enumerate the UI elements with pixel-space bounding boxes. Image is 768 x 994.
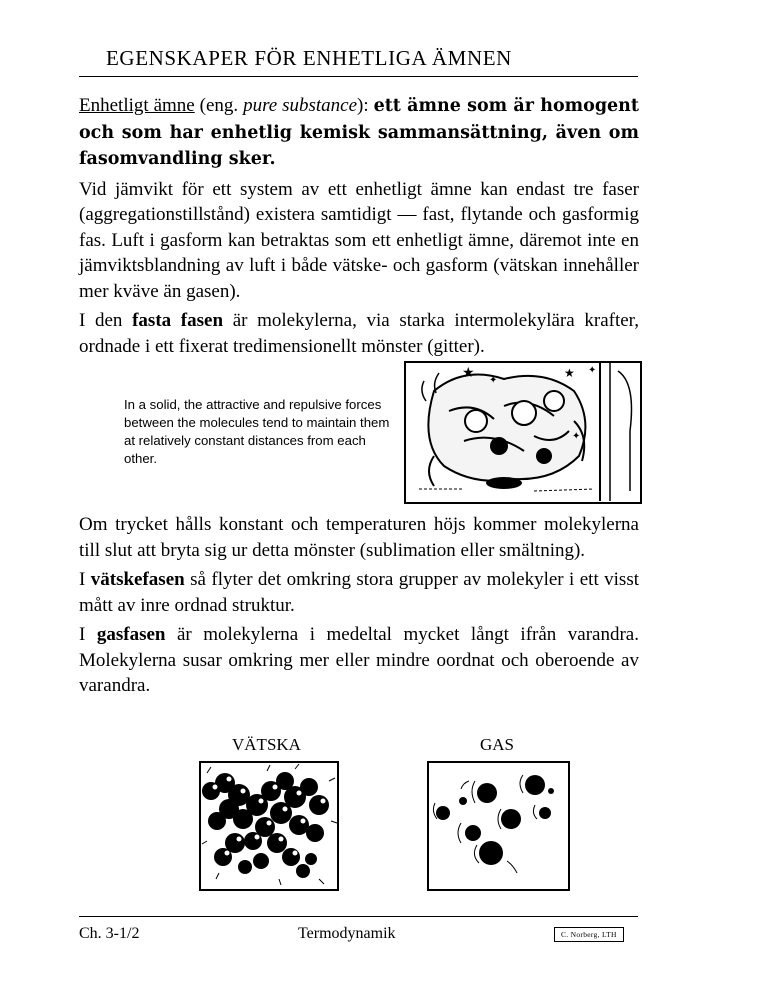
gas-label: GAS (480, 735, 515, 754)
paragraph-solid-phase (79, 308, 639, 359)
solid-cartoon-illustration (404, 361, 642, 504)
definition-paragraph (79, 93, 639, 173)
definition-paren-open: (eng. (194, 95, 244, 116)
footer-chapter: Ch. 3-1/2 (79, 925, 140, 942)
solid-phase-term: fasta fasen (132, 310, 224, 331)
p2-post: är molekylerna, via starka intermolekylära krafter, ordnade i ett fixerat tredimensionellt mönster (gitter). (79, 310, 639, 357)
paragraph-equilibrium: Vid jämvikt för ett system av ett enhetligt ämne kan endast tre faser (aggregationstillstånd) existera samtidigt — fast, flytande och gasformig fas. Luft i gasform kan betraktas som ett enhetligt ämne, däremot inte en jämviktsblandning av luft i både vätske- och gasform (vätskan innehåller mer kväve än gasen). (79, 178, 639, 302)
header-rule (79, 76, 638, 77)
english-term: pure substance (243, 95, 358, 116)
liquid-label: VÄTSKA (232, 735, 301, 754)
main-text-lower (79, 512, 639, 703)
gas-phase-diagram (427, 761, 570, 891)
defined-term: Enhetligt ämne (79, 95, 195, 116)
definition-text: ett ämne som är homogent och som har enhetlig kemisk sammansättning, även om fasomvandling sker. (79, 96, 639, 169)
paragraph-gas-phase (79, 622, 639, 699)
p5-post: är molekylerna i medeltal mycket långt ifrån varandra. Molekylerna susar omkring mer eller mindre oordnat och oberoende av varandra. (79, 624, 639, 696)
footer-rule (79, 916, 638, 917)
paragraph-liquid-phase (79, 567, 639, 618)
gas-phase-term: gasfasen (96, 624, 166, 645)
svg-text:✦: ✦ (588, 365, 597, 376)
footer-course: Termodynamik (298, 925, 396, 942)
p5-pre: I (79, 624, 97, 645)
solid-figure-caption: In a solid, the attractive and repulsive forces between the molecules tend to maintain them at relatively constant distances from each other. (124, 397, 390, 466)
liquid-phase-term: vätskefasen (90, 569, 185, 590)
svg-text:✦: ✦ (572, 431, 581, 442)
svg-text:★: ★ (462, 365, 475, 381)
p4-post: så flyter det omkring stora grupper av molekyler i ett visst mått av inre ordnad struktur. (79, 569, 639, 616)
p2-pre: I den (79, 310, 133, 331)
page-title: EGENSKAPER FÖR ENHETLIGA ÄMNEN (106, 46, 512, 70)
paragraph-melting: Om trycket hålls konstant och temperaturen höjs kommer molekylerna till slut att bryta sig ur detta mönster (sublimation eller smältning). (79, 514, 639, 561)
svg-text:✦: ✦ (489, 375, 498, 386)
svg-text:★: ★ (564, 366, 575, 380)
main-text (79, 93, 639, 363)
liquid-phase-diagram (199, 761, 339, 891)
definition-paren-close: ): (357, 95, 374, 116)
p4-pre: I (79, 569, 91, 590)
footer-author: C. Norberg, LTH (554, 927, 624, 942)
